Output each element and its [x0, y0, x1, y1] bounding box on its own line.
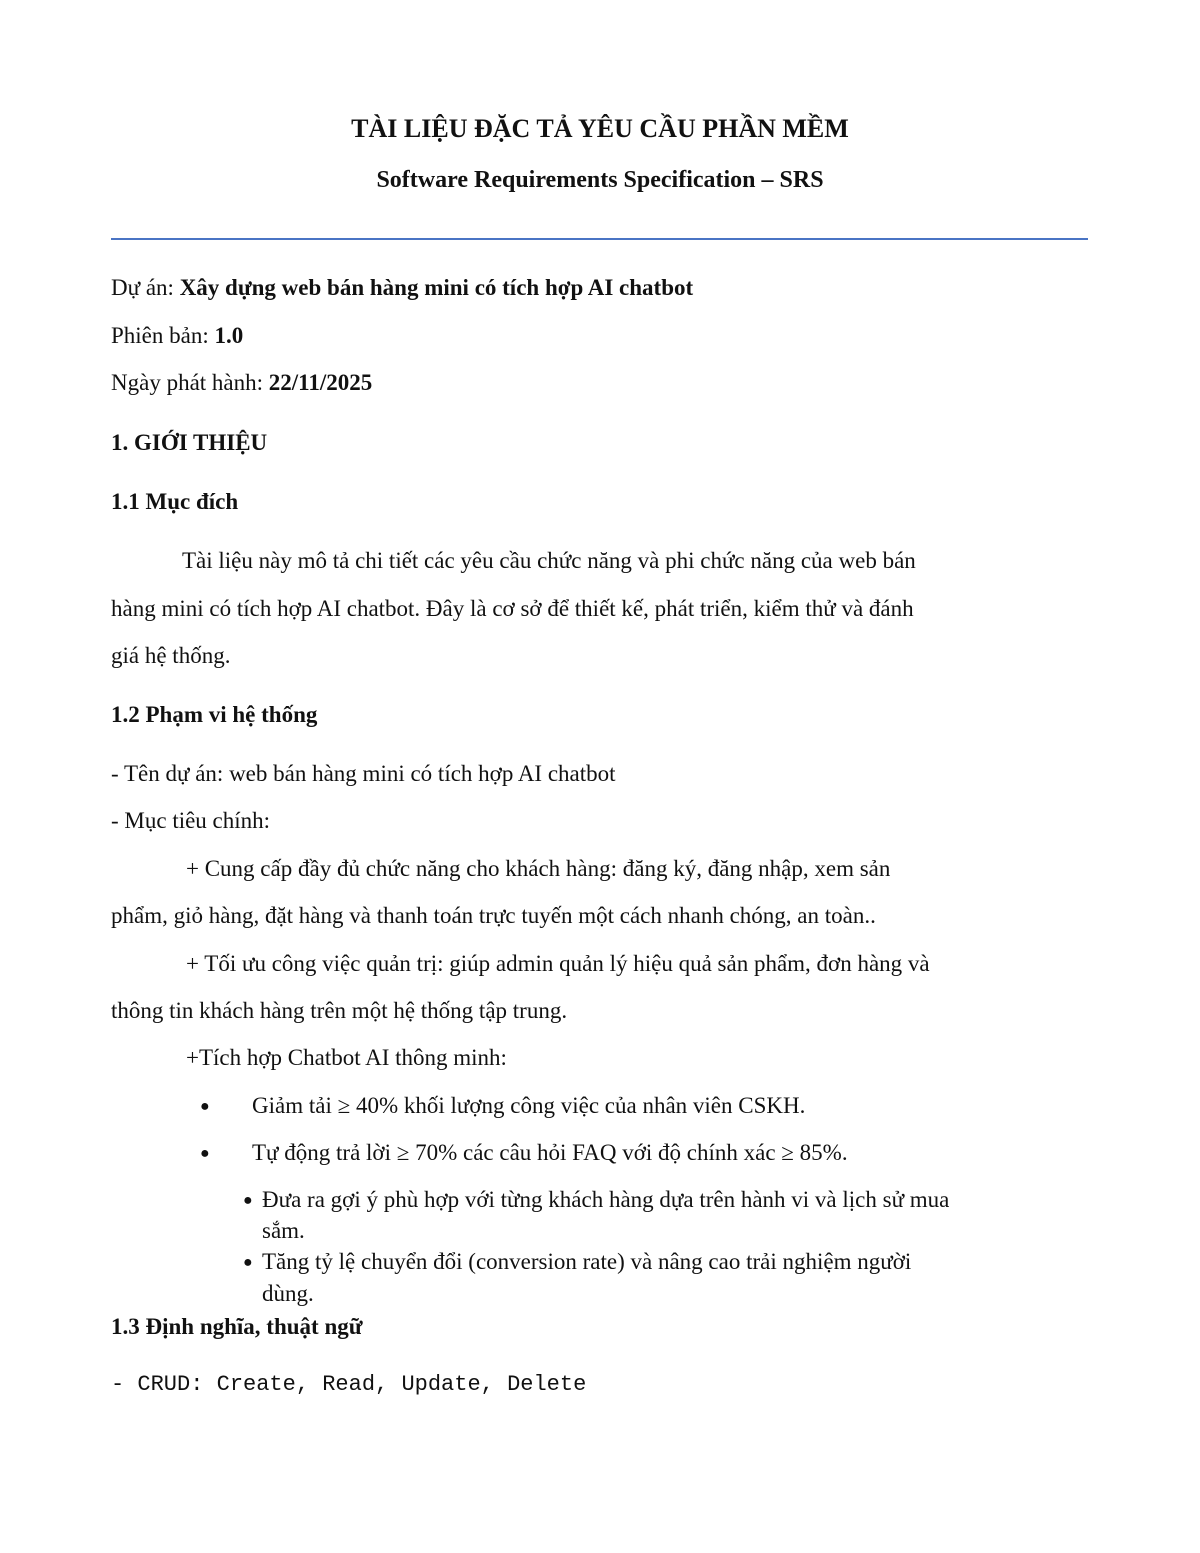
bullet-item: Tự động trả lời ≥ 70% các câu hỏi FAQ với độ chính xác ≥ 85%. — [252, 1140, 848, 1165]
version-label: Phiên bản: — [111, 323, 215, 348]
scope-text-line: +Tích hợp Chatbot AI thông minh: — [186, 1045, 507, 1070]
scope-text-line: + Tối ưu công việc quản trị: giúp admin quản lý hiệu quả sản phẩm, đơn hàng và — [186, 951, 930, 976]
release-date-value: 22/11/2025 — [268, 370, 373, 395]
purpose-text-line: giá hệ thống. — [111, 643, 231, 668]
scope-text-line: thông tin khách hàng trên một hệ thống tập trung. — [111, 998, 568, 1023]
subsection-heading-definitions: 1.3 Định nghĩa, thuật ngữ — [111, 1314, 363, 1339]
bullet-dot-icon: ● — [243, 1254, 253, 1271]
release-date-line — [111, 371, 372, 394]
project-label: Dự án: — [111, 275, 180, 300]
sub-bullet-item-line: Đưa ra gợi ý phù hợp với từng khách hàng dựa trên hành vi và lịch sử mua — [262, 1187, 950, 1212]
scope-text-line: - Tên dự án: web bán hàng mini có tích hợp AI chatbot — [111, 761, 616, 786]
purpose-text-line: Tài liệu này mô tả chi tiết các yêu cầu chức năng và phi chức năng của web bán — [182, 548, 916, 573]
scope-text-line: phẩm, giỏ hàng, đặt hàng và thanh toán trực tuyến một cách nhanh chóng, an toàn.. — [111, 903, 876, 928]
bullet-dot-icon: ● — [200, 1145, 210, 1162]
bullet-item: Giảm tải ≥ 40% khối lượng công việc của nhân viên CSKH. — [252, 1093, 806, 1118]
sub-bullet-item-line: Tăng tỷ lệ chuyển đổi (conversion rate) và nâng cao trải nghiệm người — [262, 1249, 912, 1274]
sub-bullet-item-line: sắm. — [262, 1218, 305, 1243]
project-value: Xây dựng web bán hàng mini có tích hợp AI chatbot — [179, 275, 694, 300]
title-divider — [111, 238, 1088, 240]
version-value: 1.0 — [214, 323, 244, 348]
purpose-text-line: hàng mini có tích hợp AI chatbot. Đây là cơ sở để thiết kế, phát triển, kiểm thử và đánh — [111, 596, 914, 621]
document-title: TÀI LIỆU ĐẶC TẢ YÊU CẦU PHẦN MỀM — [351, 114, 849, 143]
subsection-heading-scope: 1.2 Phạm vi hệ thống — [111, 702, 318, 727]
document-subtitle: Software Requirements Specification – SRS — [376, 167, 824, 193]
release-date-label: Ngày phát hành: — [111, 370, 269, 395]
bullet-dot-icon: ● — [200, 1098, 210, 1115]
bullet-dot-icon: ● — [243, 1192, 253, 1209]
section-heading-intro: 1. GIỚI THIỆU — [111, 430, 268, 455]
project-line — [111, 276, 693, 299]
subsection-heading-purpose: 1.1 Mục đích — [111, 489, 239, 514]
definition-line: - CRUD: Create, Read, Update, Delete — [111, 1372, 587, 1397]
scope-text-line: - Mục tiêu chính: — [111, 808, 271, 833]
sub-bullet-item-line: dùng. — [262, 1281, 314, 1306]
scope-text-line: + Cung cấp đầy đủ chức năng cho khách hàng: đăng ký, đăng nhập, xem sản — [186, 856, 891, 881]
version-line — [111, 324, 243, 347]
